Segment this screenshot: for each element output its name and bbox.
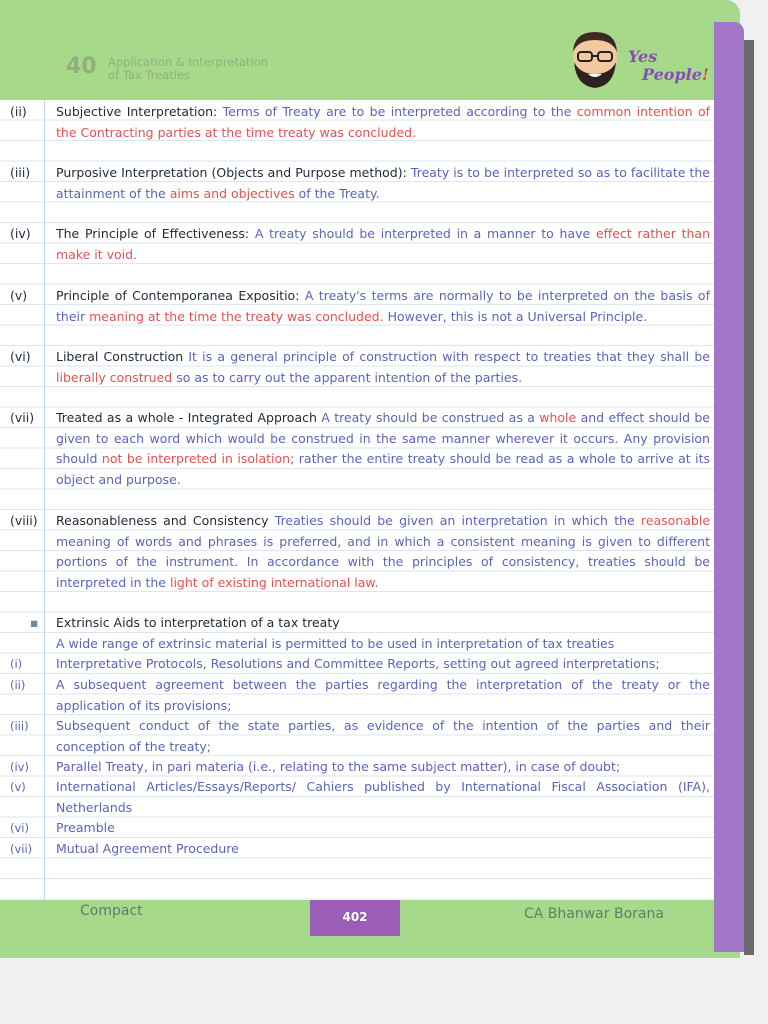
chapter-title-line1: Application & Interpretation — [108, 55, 268, 69]
book-edge — [744, 40, 754, 955]
side-tab — [714, 22, 744, 952]
item-body: Terms of Treaty are to be interpreted according to the — [217, 104, 577, 119]
item-number: (iii) — [10, 719, 29, 733]
item-number: (iv) — [10, 226, 31, 241]
item-body: It is a general principle of construction with respect to treaties that they shall be — [183, 349, 710, 364]
item-number: (v) — [10, 288, 28, 303]
item-heading: Treated as a whole - Integrated Approach — [56, 410, 317, 425]
item-highlight: intention of the Contracting parties at the time treaty was concluded. — [56, 104, 710, 140]
item-heading: Liberal Construction — [56, 349, 184, 364]
item-body: Treaties should be given an interpretation in which the — [268, 513, 641, 528]
item-highlight: not be interpreted in isolation — [101, 451, 291, 466]
item-number: (ii) — [10, 104, 27, 119]
item-highlight: meaning at the time the treaty was concluded. — [89, 308, 384, 324]
item-text — [56, 102, 710, 143]
page-number: 402 — [310, 900, 400, 936]
item-body: A treaty should be interpreted in a manner to have — [249, 226, 596, 241]
item-text — [56, 224, 710, 265]
item-text: Interpretative Protocols, Resolutions and Committee Reports, setting out agreed interpretations; — [56, 656, 660, 671]
extrinsic-intro: A wide range of extrinsic material is permitted to be used in interpretation of tax treaties — [56, 636, 615, 651]
item-text — [56, 347, 710, 388]
item-body: A treaty should be construed as a — [316, 410, 540, 425]
item-text: Subsequent conduct of the state parties, as evidence of the intention of the parties and their conception of the treaty; — [56, 718, 710, 754]
item-highlight: effect rather than make it void. — [56, 226, 710, 262]
item-heading: The Principle of Effectiveness: — [56, 226, 250, 241]
item-number: (vii) — [10, 842, 33, 856]
item-number: (v) — [10, 780, 26, 794]
item-highlight: common — [576, 104, 632, 119]
item-heading: Principle of Contemporanea Expositio: — [56, 288, 300, 303]
item-number: (vii) — [10, 410, 35, 425]
item-number: (viii) — [10, 513, 38, 528]
item-highlight: liberally construed — [56, 369, 173, 385]
brand-line2: People — [642, 65, 702, 84]
bullet-icon: ▪ — [30, 615, 39, 630]
chapter-title-line2: of Tax Treaties — [108, 68, 191, 82]
item-text — [56, 408, 710, 490]
item-body: A treaty's terms are normally to be interpreted on the basis of their — [56, 288, 710, 324]
item-heading: Subjective Interpretation: — [56, 104, 218, 119]
item-text: Mutual Agreement Procedure — [56, 841, 239, 856]
margin-line — [44, 100, 45, 900]
item-number: (iv) — [10, 760, 29, 774]
item-body: However, this is not a Universal Principle. — [383, 308, 648, 324]
item-highlight: aims and objectives — [169, 185, 295, 201]
item-text — [56, 511, 710, 593]
item-highlight: reasonable — [640, 513, 711, 528]
item-body: ; rather the entire treaty should be read as a whole to arrive at its object and purpose. — [56, 451, 711, 487]
footer-edition: Compact — [80, 903, 143, 919]
item-body: and effect should be given to each word which would be construed in the same manner wherever it occurs. Any provision should — [56, 410, 710, 466]
item-text: A subsequent agreement between the parties regarding the interpretation of the treaty or the application of its provisions; — [56, 677, 710, 713]
footer-author: CA Bhanwar Borana — [524, 906, 664, 922]
chapter-number: 40 — [66, 54, 97, 79]
item-text: Preamble — [56, 820, 115, 835]
extrinsic-heading: Extrinsic Aids to interpretation of a tax treaty — [56, 615, 340, 630]
item-number: (vi) — [10, 821, 29, 835]
brand-logo — [628, 48, 718, 84]
item-highlight: light of existing international law — [169, 574, 375, 590]
item-text: International Articles/Essays/Reports/ Cahiers published by International Fiscal Association (IFA), Netherlands — [56, 779, 710, 815]
brand-mark: ! — [701, 65, 709, 84]
item-number: (i) — [10, 657, 23, 671]
item-number: (iii) — [10, 165, 31, 180]
item-text — [56, 286, 710, 327]
item-body: Treaty is to be interpreted so as to facilitate the attainment of the — [56, 165, 710, 201]
brand-line1: Yes — [628, 47, 658, 66]
item-text — [56, 163, 710, 204]
item-heading: Reasonableness and Consistency — [56, 513, 269, 528]
item-heading: Purposive Interpretation (Objects and Purpose method): — [56, 165, 407, 180]
chapter-title — [108, 56, 268, 82]
item-body: meaning of words and phrases is preferred, and in which a consistent meaning is given to different portions of the instrument. In accordance with the principles of consistency, treaties should be interpreted in the — [56, 533, 710, 590]
item-body: . — [374, 574, 379, 590]
item-highlight: whole — [539, 410, 577, 425]
item-body: so as to carry out the apparent intention of the parties. — [172, 369, 523, 385]
item-body: of the Treaty. — [294, 185, 380, 201]
author-avatar-icon — [566, 28, 624, 90]
item-number: (vi) — [10, 349, 31, 364]
item-text: Parallel Treaty, in pari materia (i.e., relating to the same subject matter), in case of doubt; — [56, 759, 621, 774]
item-number: (ii) — [10, 678, 26, 692]
